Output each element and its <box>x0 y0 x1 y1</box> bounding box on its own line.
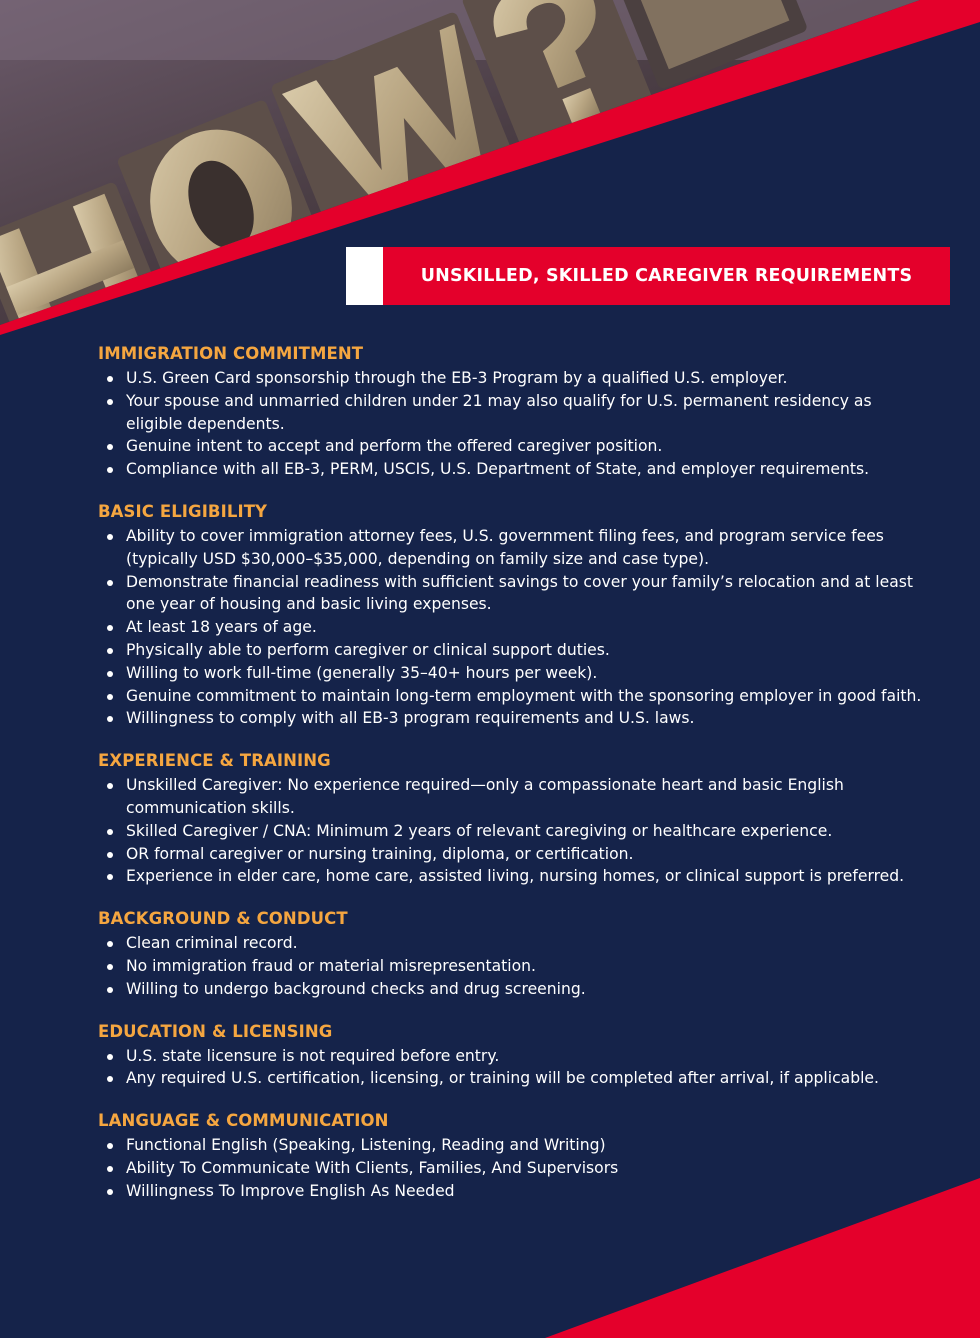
list-item: Willingness To Improve English As Needed <box>98 1180 928 1203</box>
section-heading: EXPERIENCE & TRAINING <box>98 751 331 771</box>
bullet-list <box>98 367 928 481</box>
list-item: Willing to work full-time (generally 35–40+ hours per week). <box>98 662 928 685</box>
section-basic-eligibility <box>98 501 928 730</box>
list-item: Clean criminal record. <box>98 932 928 955</box>
list-item: No immigration fraud or material misrepresentation. <box>98 955 928 978</box>
list-item: Ability To Communicate With Clients, Families, And Supervisors <box>98 1157 928 1180</box>
list-item: Genuine intent to accept and perform the offered caregiver position. <box>98 435 928 458</box>
list-item: Any required U.S. certification, licensing, or training will be completed after arrival, if applicable. <box>98 1067 928 1090</box>
page-title: UNSKILLED, SKILLED CAREGIVER REQUIREMENTS <box>420 266 913 286</box>
list-item: Willingness to comply with all EB-3 program requirements and U.S. laws. <box>98 707 928 730</box>
section-experience-training <box>98 750 928 888</box>
list-item: Physically able to perform caregiver or clinical support duties. <box>98 639 928 662</box>
list-item: Demonstrate financial readiness with sufficient savings to cover your family’s relocation and at least one year of housing and basic living expenses. <box>98 571 928 617</box>
section-education-licensing <box>98 1021 928 1091</box>
section-heading: BACKGROUND & CONDUCT <box>98 909 348 929</box>
list-item: OR formal caregiver or nursing training, diploma, or certification. <box>98 843 928 866</box>
list-item: U.S. state licensure is not required before entry. <box>98 1045 928 1068</box>
requirements-content <box>98 343 928 1223</box>
section-heading: BASIC ELIGIBILITY <box>98 501 268 521</box>
list-item: Genuine commitment to maintain long-term employment with the sponsoring employer in good faith. <box>98 685 928 708</box>
bullet-list <box>98 525 928 730</box>
bullet-list <box>98 1134 928 1202</box>
section-background-conduct <box>98 908 928 1000</box>
list-item: Functional English (Speaking, Listening, Reading and Writing) <box>98 1134 928 1157</box>
bullet-list <box>98 774 928 888</box>
list-item: Ability to cover immigration attorney fees, U.S. government filing fees, and program service fees (typically USD $30,000–$35,000, depending on family size and case type). <box>98 525 928 571</box>
bullet-list <box>98 932 928 1000</box>
list-item: Skilled Caregiver / CNA: Minimum 2 years of relevant caregiving or healthcare experience. <box>98 820 928 843</box>
list-item: At least 18 years of age. <box>98 616 928 639</box>
section-heading: LANGUAGE & COMMUNICATION <box>98 1111 389 1131</box>
list-item: U.S. Green Card sponsorship through the EB-3 Program by a qualified U.S. employer. <box>98 367 928 390</box>
title-banner <box>346 247 950 305</box>
section-language-communication <box>98 1110 928 1202</box>
list-item: Compliance with all EB-3, PERM, USCIS, U.S. Department of State, and employer requirements. <box>98 458 928 481</box>
list-item: Unskilled Caregiver: No experience required—only a compassionate heart and basic English communication skills. <box>98 774 928 820</box>
list-item: Experience in elder care, home care, assisted living, nursing homes, or clinical support is preferred. <box>98 865 928 888</box>
section-heading: EDUCATION & LICENSING <box>98 1021 333 1041</box>
banner-white-block <box>346 247 383 305</box>
section-heading: IMMIGRATION COMMITMENT <box>98 344 364 363</box>
bullet-list <box>98 1045 928 1091</box>
section-immigration-commitment <box>98 343 928 481</box>
list-item: Your spouse and unmarried children under 21 may also qualify for U.S. permanent residency as eligible dependents. <box>98 390 928 436</box>
list-item: Willing to undergo background checks and drug screening. <box>98 978 928 1001</box>
